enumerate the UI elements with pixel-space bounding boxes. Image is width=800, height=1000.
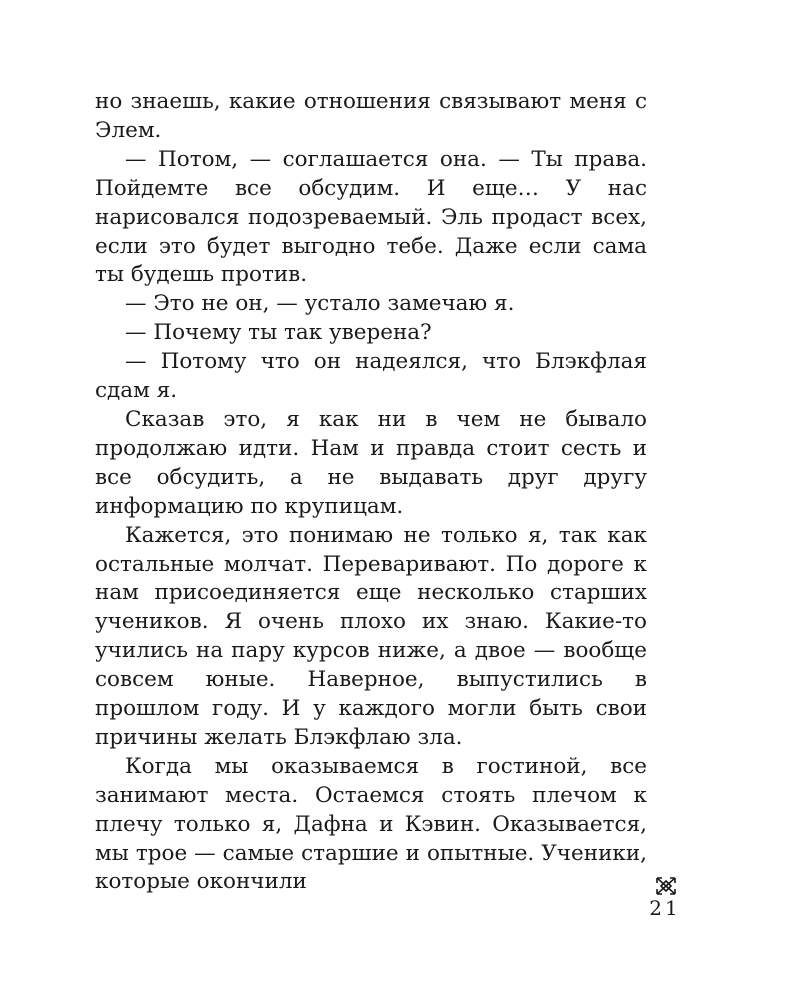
paragraph-3: — Это не он, — устало замечаю я. — [125, 291, 515, 317]
paragraph-5: — Потому что он надеялся, что Блэкфлая сдам я. — [95, 349, 647, 404]
paragraph-4: — Почему ты так уверена? — [125, 320, 432, 346]
paragraph-7: Кажется, это понимаю не только я, так как остальные молчат. Переваривают. По дороге к нам присоединяется еще несколько старших учеников. Я очень плохо их знаю. Какие-то учились на пару курсов ниже, а двое — вообще совсем юные. Наверное, выпустились в прошлом году. И у каждого могли быть свои причины желать Блэкфлаю зла. — [95, 522, 647, 750]
page-number: 21 — [649, 896, 681, 920]
paragraph-1: но знаешь, какие отношения связывают меня с Элем. — [95, 89, 647, 143]
paragraph-6: Сказав это, я как ни в чем не бывало продолжаю идти. Нам и правда стоит сесть и все обсудить, а не выдавать друг другу информацию по крупицам. — [95, 406, 647, 519]
body-text — [95, 88, 647, 897]
paragraph-8: Когда мы оказываемся в гостиной, все занимают места. Остаемся стоять плечом к плечу только я, Дафна и Кэвин. Оказывается, мы трое — самые старшие и опытные. Ученики, которые окончили — [95, 753, 647, 895]
paragraph-2: — Потом, — соглашается она. — Ты права. Пойдемте все обсудим. И еще… У нас нарисовался подозреваемый. Эль продаст всех, если это будет выгодно тебе. Даже если сама ты будешь против. — [95, 146, 647, 288]
decorative-knot-icon — [655, 876, 677, 896]
